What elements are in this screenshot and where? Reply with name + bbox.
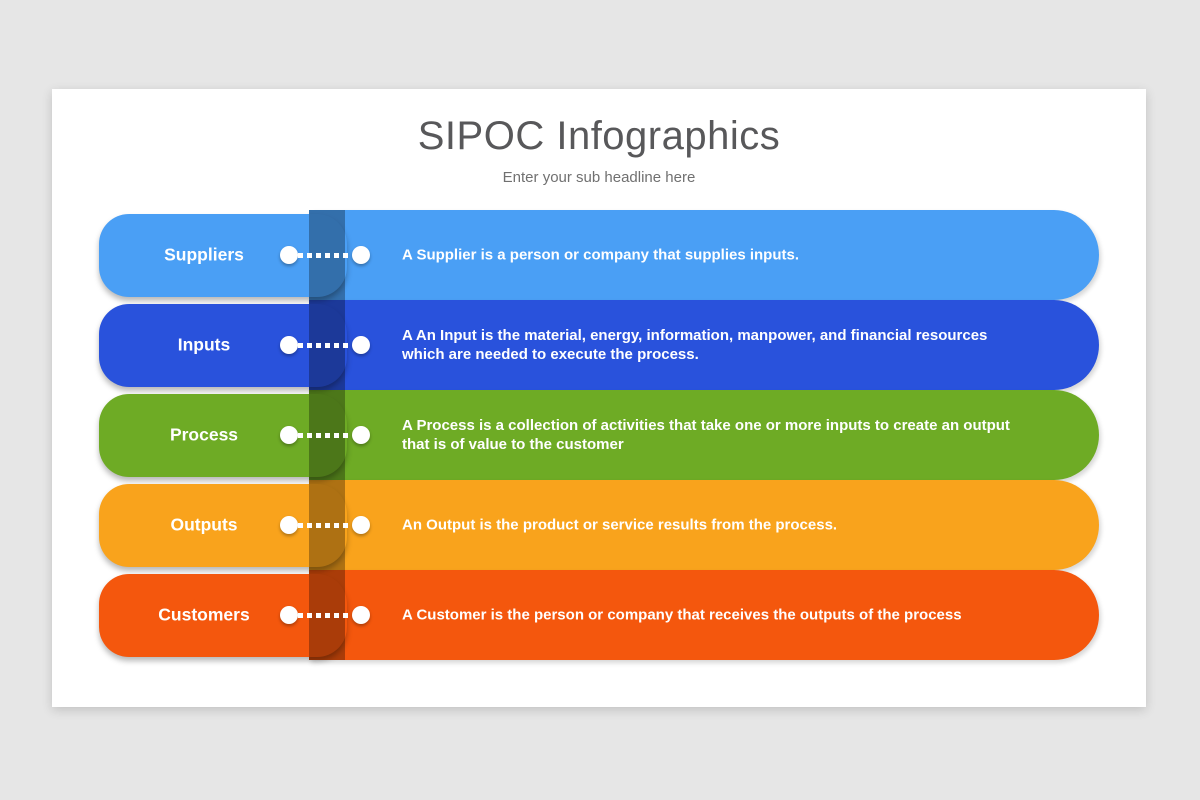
row-label: Outputs: [170, 514, 238, 535]
sipoc-row: [99, 480, 1099, 570]
sipoc-row: [99, 390, 1099, 480]
sipoc-row: [99, 210, 1099, 300]
sipoc-rows: [99, 210, 1099, 660]
connector-right-circle-icon: [352, 246, 370, 264]
row-description: A Customer is the person or company that receives the outputs of the process: [402, 606, 962, 624]
connector-right-circle-icon: [352, 336, 370, 354]
row-label: Customers: [158, 604, 250, 625]
slide-subtitle: Enter your sub headline here: [502, 169, 696, 186]
connector-right-circle-icon: [352, 426, 370, 444]
sipoc-row: [99, 570, 1099, 660]
connector-right-circle-icon: [352, 516, 370, 534]
row-label: Process: [169, 424, 239, 445]
row-description: A An Input is the material, energy, information, manpower, and financial resources which are needed to execute the process.: [402, 327, 988, 363]
sipoc-row: [99, 300, 1099, 390]
slide-title: SIPOC Infographics: [417, 114, 781, 158]
row-description: An Output is the product or service results from the process.: [402, 516, 838, 534]
row-label: Inputs: [177, 334, 231, 355]
row-label: Suppliers: [164, 244, 244, 265]
connector-right-circle-icon: [352, 606, 370, 624]
row-description: A Supplier is a person or company that supplies inputs.: [402, 246, 800, 264]
row-description: A Process is a collection of activities that take one or more inputs to create an output that is of value to the customer: [402, 417, 1010, 453]
slide-canvas: [52, 89, 1146, 707]
